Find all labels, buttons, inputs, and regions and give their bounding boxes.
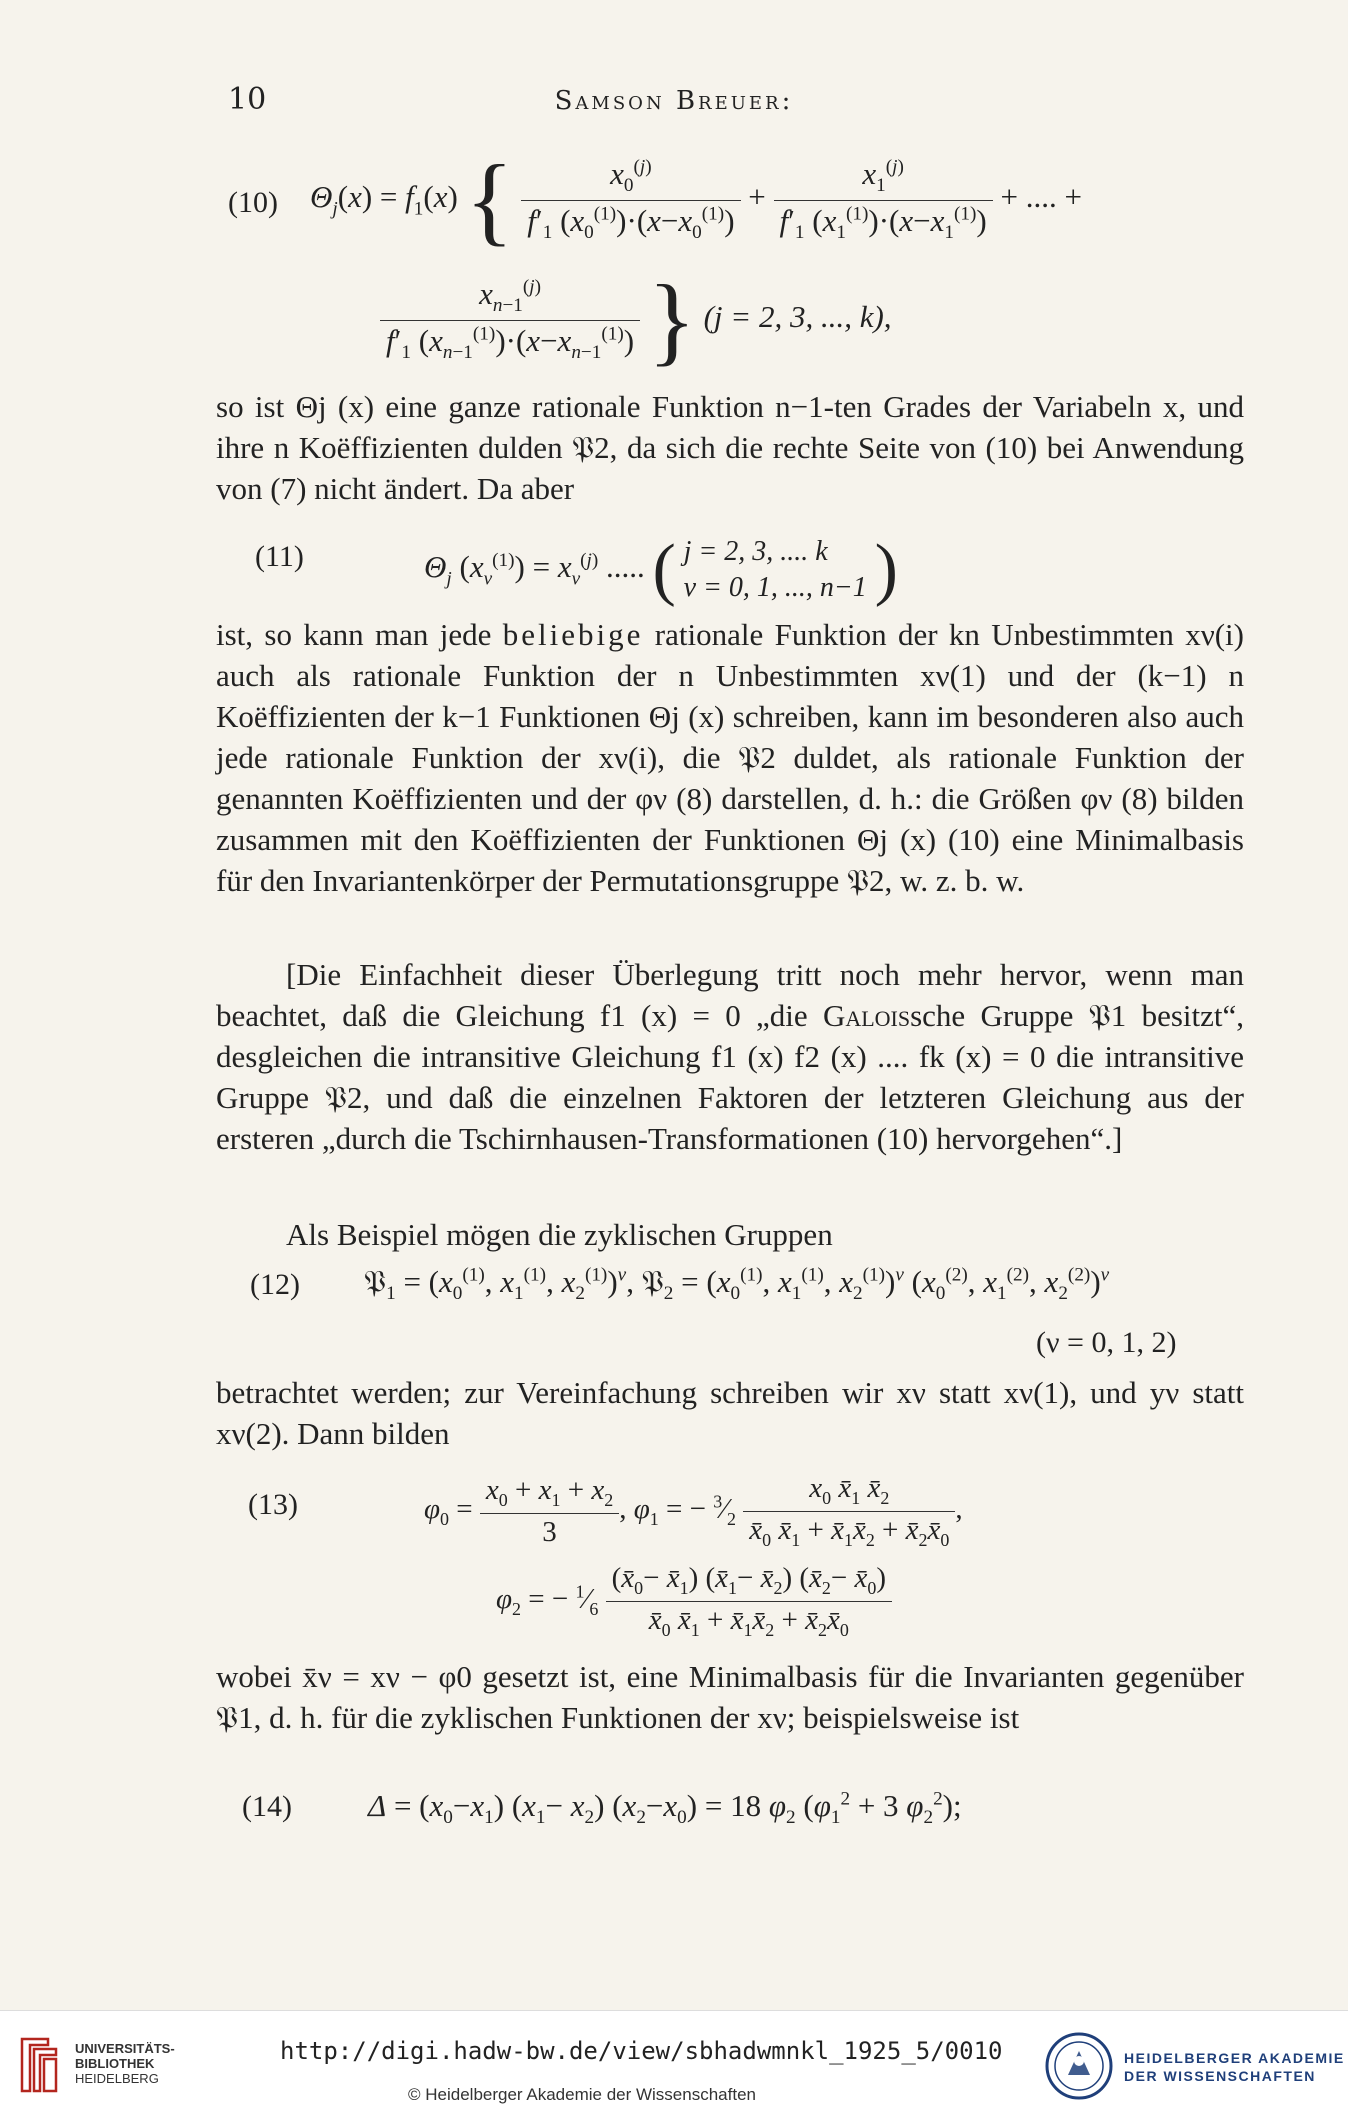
running-head: Samson Breuer: xyxy=(554,86,794,116)
paragraph-5: betrachtet werden; zur Vereinfachung schreiben wir xν statt xν(1), und yν statt xν(2). Dann bilden xyxy=(216,1375,1244,1451)
equation-10-label: (10) xyxy=(228,186,278,219)
equation-13-line2: $\varphi_2$ = − $^1⁄_6$ $\frac{(x̄_0- x̄_1) (x̄_1- x̄_2) (x̄_2- x̄_0)}{x̄_0 x̄_1 + x̄_1x̄_2 + x̄_2x̄_0}$ xyxy=(496,1562,892,1641)
equation-11-label: (11) xyxy=(255,540,304,573)
paragraph-3-start: [Die Einfachheit dieser Überlegung tritt noch mehr hervor, wenn man beachtet, daß die Gleichung f1 (x) = 0 „die xyxy=(216,957,1244,1033)
library-line-2: BIBLIOTHEK xyxy=(75,2056,155,2071)
academy-line-2: DER WISSENSCHAFTEN xyxy=(1124,2068,1316,2084)
equation-12-body: 𝔓$_1$ = ($x_0^{(1)}$, $x_1^{(1)}$, $x_2^{(1)})^\nu$, 𝔓$_2$ = ($x_0^{(1)}$, $x_1^{(1)}$, $x_2^{(1)})^\nu$ ($x_0^{(2)}$, $x_1^{(2)}$, $x_2^{(2)})^\nu$ xyxy=(364,1264,1110,1305)
paragraph-3-galois: Galois xyxy=(822,998,911,1033)
permalink-url[interactable]: http://digi.hadw-bw.de/view/sbhadwmnkl_1925_5/0010 xyxy=(280,2037,1003,2065)
paragraph-3-rest: sche Gruppe 𝔓1 besitzt“, desgleichen die intransitive Gleichung f1 (x) f2 (x) .... fk (x) = 0 die intransitive Gruppe 𝔓2, und daß die einzelnen Faktoren der letzteren Gleichung aus der ersteren „durch die Tschirnhausen-Transformationen (10) hervorgehen“.] xyxy=(216,998,1245,1156)
equation-13-line1: $\varphi_0$ = $\frac{x_0 + x_1 + x_2}{3}$ , $\varphi_1$ = − $^3⁄_2$ $\frac{x_0 x̄_1 x̄_2}{x̄_0 x̄_1 + x̄_1x̄_2 + x̄_2x̄_0}$ , xyxy=(424,1472,963,1550)
equation-12-label: (12) xyxy=(250,1268,300,1301)
equation-11-body: $\Theta_j$ $(x_\nu^{(1)}) = x_\nu^{(j)}$ ..... ( j = 2, 3, .... k ν = 0, 1, ..., n−1 ) xyxy=(424,531,898,608)
academy-line-1: HEIDELBERGER AKADEMIE xyxy=(1124,2050,1345,2066)
paragraph-4: Als Beispiel mögen die zyklischen Gruppen xyxy=(286,1217,833,1252)
paragraph-2-emphasis: beliebige xyxy=(502,617,644,652)
library-line-1: UNIVERSITÄTS- xyxy=(75,2041,175,2056)
page-number: 10 xyxy=(228,82,267,117)
library-line-3: HEIDELBERG xyxy=(75,2071,159,2086)
copyright-notice: © Heidelberger Akademie der Wissenschaften xyxy=(408,2085,756,2104)
equation-11-condition-1: j = 2, 3, .... k xyxy=(683,536,828,567)
equation-12-nu: (ν = 0, 1, 2) xyxy=(1036,1326,1177,1359)
equation-10-range: (j = 2, 3, ..., k), xyxy=(703,299,892,335)
equation-14-body: $\Delta = (x_0-x_1)$ $(x_1- x_2) (x_2-x_0) = 18$ $\varphi_2$ ($\varphi_1^2 + 3$ $\varphi_2^2$); xyxy=(368,1788,962,1829)
paragraph-1: so ist Θj (x) eine ganze rationale Funktion n−1-ten Grades der Variabeln x, und ihre n Koëffizienten dulden 𝔓2, da sich die rechte Seite von (10) bei Anwendung von (7) nicht ändert. Da aber xyxy=(216,389,1244,506)
academy-seal-icon xyxy=(1044,2031,1114,2101)
equation-13-label: (13) xyxy=(248,1488,298,1521)
university-library-name xyxy=(75,2041,175,2086)
paragraph-2-rest: rationale Funktion der kn Unbestimmten xν(i) auch als rationale Funktion der n Unbestimmten xν(1) und der (k−1) n Koëffizienten der k−1 Funktionen Θj (x) schreiben, kann im besonderen also auch jede rationale Funktion der xν(i), die 𝔓2 duldet, als rationale Funktion der genannten Koëffizienten und der φν (8) darstellen, d. h.: die Größen φν (8) bilden zusammen mit den Koëffizienten der Funktionen Θj (x) (10) eine Minimalbasis für den Invariantenkörper der Permutationsgruppe 𝔓2, w. z. b. w. xyxy=(216,617,1244,898)
paragraph-6: wobei x̄ν = xν − φ0 gesetzt ist, eine Minimalbasis für die Invarianten gegenüber 𝔓1, d. h. für die zyklischen Funktionen der xν; beispielsweise ist xyxy=(216,1659,1244,1735)
equation-14-label: (14) xyxy=(242,1790,292,1823)
equation-10-line2: $\frac{x_{n-1}^{(j)}}{f'_1 (x_{n-1}^{(1)})\cdot(x-x_{n-1}^{(1)})}$ } (j = 2, 3, ..., k), xyxy=(380,270,892,370)
paragraph-3 xyxy=(216,954,1244,1159)
paragraph-2-start: ist, so kann man jede xyxy=(216,617,492,652)
academy-name xyxy=(1124,2049,1345,2085)
university-library-logo-icon xyxy=(16,2035,60,2095)
paragraph-2 xyxy=(216,614,1244,901)
footer-bar xyxy=(0,2010,1348,2123)
equation-10-line1: $\Theta_j(x) = f_1(x)$ { $\frac{x_0^{(j)}}{f'_1 (x_0^{(1)})\cdot(x-x_0^{(1)})}$ + $\frac{x_1^{(j)}}{f'_1 (x_1^{(1)})\cdot(x-x_1^{(1)})}$ + .... + xyxy=(310,144,1082,255)
equation-11-condition-2: ν = 0, 1, ..., n−1 xyxy=(683,572,867,603)
